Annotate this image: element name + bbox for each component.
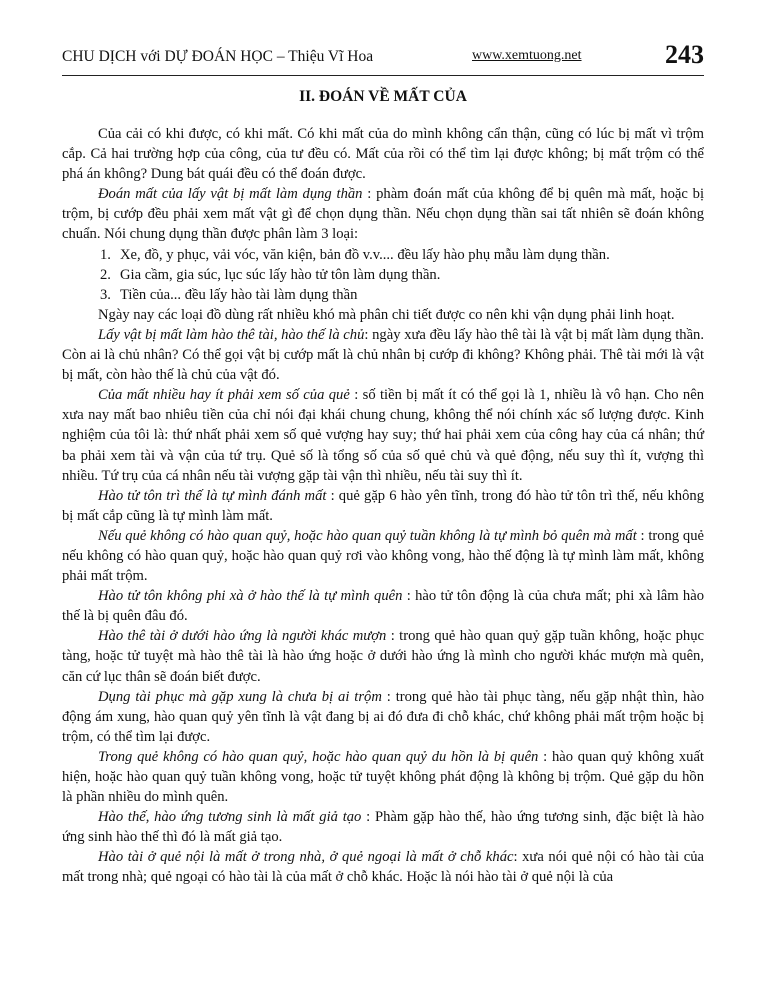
paragraph-text: : hào tử tôn động là của chưa mất; phi xà lâm hào thế là bị quên đâu đó.: [62, 588, 704, 625]
paragraph-lead: Hào tài ở quẻ nội là mất ở trong nhà, ở quẻ ngoại là mất ở chỗ khác: [98, 849, 514, 866]
paragraph-text: : quẻ gặp 6 hào yên tĩnh, trong đó hào tử tôn trì thế, nếu không bị mất cắp cũng là tự mình làm mất.: [62, 487, 704, 524]
list-item: [62, 285, 704, 305]
paragraph-lead: Lấy vật bị mất làm hào thê tài, hào thế là chủ: [98, 326, 365, 343]
list-text: Tiền của... đều lấy hào tài làm dụng thần: [120, 286, 358, 303]
paragraph-location: [62, 847, 704, 887]
list-number: 2.: [100, 266, 111, 283]
document-body: [62, 124, 704, 888]
list-item: [62, 245, 704, 265]
list-number: 1.: [100, 246, 111, 263]
paragraph-text: : ngày xưa đều lấy hào thê tài là vật bị mất làm dụng thần. Còn ai là chủ nhân? Có thể gọi vật bị cướp mất là chủ nhân bị cướp đi không? Không phải. Thê tài mới là vật bị mất, còn hào thế là chủ của vật đó.: [62, 326, 705, 384]
paragraph-text: : số tiền bị mất ít có thể gọi là 1, nhiều là vô hạn. Cho nên xưa nay mất bao nhiêu tiền của chỉ nói đại khái chung chung, không thể nói chính xác số lượng được. Kinh nghiệm của tôi là: thứ nhất phải xem số quẻ vượng hay suy; thứ hai phải xem của công hay của cá nhân; thứ ba phải xem tài và vận của tứ trụ. Quẻ số là tổng số của số quẻ chủ và quẻ động, nếu suy thì ít, vượng thì nhiều. Tứ trụ của cá nhân nếu tài vượng gặp tài vận thì nhiều, nếu tài suy thì ít.: [62, 387, 704, 484]
paragraph-phi-xa: [62, 586, 704, 626]
list-number: 3.: [100, 286, 111, 303]
website-link[interactable]: www.xemtuong.net: [472, 48, 582, 63]
paragraph-lead: Hào tử tôn trì thế là tự mình đánh mất: [98, 487, 327, 504]
header-divider: [62, 75, 704, 76]
paragraph-borrowed: [62, 626, 704, 686]
paragraph-not-stolen: [62, 687, 704, 747]
paragraph-lead: Hào thê tài ở dưới hào ứng là người khác mượn: [98, 628, 387, 645]
paragraph-lead: Hào thế, hào ứng tương sinh là mất giả tạo: [98, 809, 362, 826]
paragraph-du-hon: [62, 747, 704, 807]
paragraph-text: : trong quẻ hào quan quỷ gặp tuần không, hoặc phục tàng, hoặc tử tuyệt mà hào thê tài là hào ứng hoặc ở dưới hào ứng là mình cho người khác mượn mà quên, căn cứ lục thân sẽ đoán biết được.: [62, 628, 704, 685]
paragraph-modern: Ngày nay các loại đồ dùng rất nhiều khó mà phân chi tiết được co nên khi vận dụng phải linh hoạt.: [98, 306, 675, 323]
paragraph-the-tai: [62, 325, 704, 385]
page-header: [62, 40, 704, 78]
list-item: [62, 265, 704, 285]
paragraph-lead: Trong quẻ không có hào quan quỷ, hoặc hào quan quỷ du hồn là bị quên: [98, 748, 539, 765]
paragraph-lead: Đoán mất của lấy vật bị mất làm dụng thần: [98, 186, 363, 203]
paragraph-intro: Của cải có khi được, có khi mất. Có khi mất của do mình không cẩn thận, cũng có lúc bị mất vì trộm cắp. Cả hai trường hợp của công, của tư đều có. Mất của rồi có thể tìm lại được không; bị mất trộm có thể phá án không? Dung bát quái đều có thể đoán được.: [62, 126, 704, 183]
paragraph-text: : Phàm gặp hào thế, hào ứng tương sinh, đặc biệt là hào ứng sinh hào thế thì đó là mất giả tạo.: [62, 809, 704, 846]
list-text: Gia cầm, gia súc, lục súc lấy hào tử tôn làm dụng thần.: [120, 266, 441, 283]
paragraph-quantity: [62, 385, 704, 485]
page-number: 243: [665, 40, 704, 69]
paragraph-dung-than: [62, 184, 704, 244]
paragraph-fake-loss: [62, 807, 704, 847]
paragraph-text: : trong quẻ nếu không có hào quan quỷ, hoặc hào quan quỷ rơi vào không vong, hào thế động là tự mình làm mất, không phải mất trộm.: [62, 527, 704, 585]
paragraph-tu-ton: [62, 486, 704, 526]
book-title: CHU DỊCH với DỰ ĐOÁN HỌC – Thiệu Vĩ Hoa: [62, 48, 374, 65]
paragraph-text: : hào quan quỷ không xuất hiện, hoặc hào quan quỷ tuần không vong, hoặc tử tuyệt không phát động là không bị trộm. Quẻ gặp du hồn là phần nhiều do mình quên.: [62, 748, 704, 806]
list-text: Xe, đồ, y phục, vải vóc, văn kiện, bản đồ v.v.... đều lấy hào phụ mẫu làm dụng thần.: [120, 246, 610, 263]
paragraph-lead: Nếu quẻ không có hào quan quỷ, hoặc hào quan quỷ tuần không là tự mình bỏ quên mà mất: [98, 527, 637, 544]
paragraph-lead: Của mất nhiều hay ít phải xem số của quẻ: [98, 387, 350, 404]
paragraph-lead: Hào tử tôn không phi xà ở hào thế là tự mình quên: [98, 588, 403, 605]
paragraph-text: : phàm đoán mất của không để bị quên mà mất, hoặc bị trộm, bị cướp đều phải xem mất vật gì để chọn dụng thần. Nếu chọn dụng thần sai tất nhiên sẽ đoán không chuẩn. Nói chung dụng thần được phân làm 3 loại:: [62, 186, 705, 243]
paragraph-text: : xưa nói quẻ nội có hào tài của mất trong nhà; quẻ ngoại có hào tài là của mất ở chỗ khác. Hoặc là nói hào tài ở quẻ nội là của: [62, 849, 704, 886]
paragraph-quan-quy: [62, 526, 704, 586]
paragraph-text: : trong quẻ hào tài phục tàng, nếu gặp nhật thìn, hào động ám xung, hào quan quỷ yên tĩnh là vật đang bị ai đó đưa đi chỗ khác, chứ không phải mất trộm hoặc bị trộm, có thể tìm lại được.: [62, 688, 704, 745]
section-title: II. ĐOÁN VỀ MẤT CỦA: [299, 88, 467, 105]
paragraph-lead: Dụng tài phục mà gặp xung là chưa bị ai trộm: [98, 688, 382, 705]
